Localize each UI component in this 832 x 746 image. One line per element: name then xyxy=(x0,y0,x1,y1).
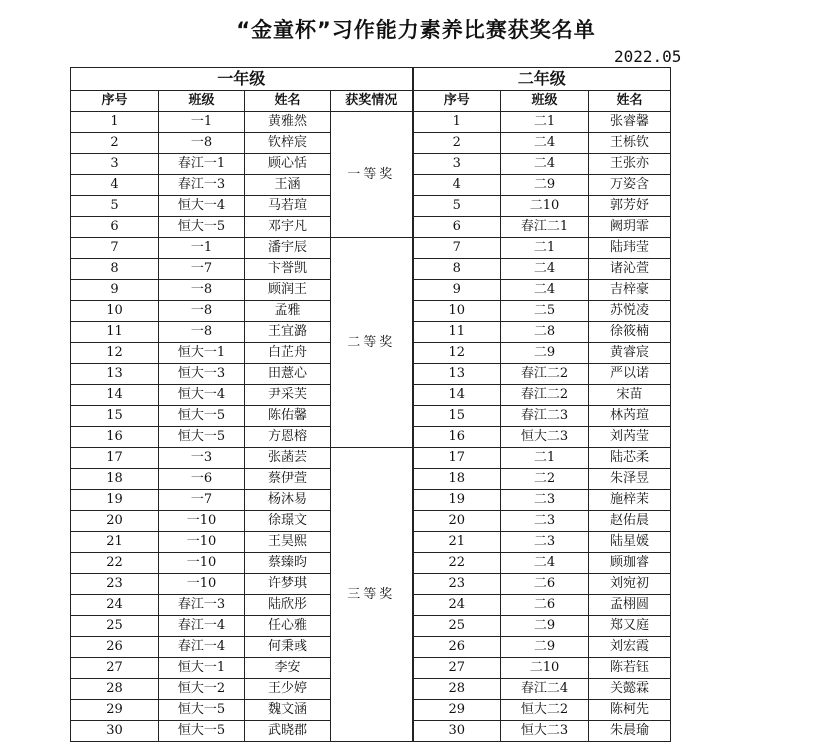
g2-index-cell: 20 xyxy=(413,511,501,532)
g1-name-cell: 田薏心 xyxy=(245,364,331,385)
g2-class-cell: 春江二3 xyxy=(501,406,589,427)
g1-index-cell: 14 xyxy=(71,385,159,406)
g2-index-cell: 22 xyxy=(413,553,501,574)
g2-class-cell: 二1 xyxy=(501,112,589,133)
g2-name-cell: 郑又庭 xyxy=(589,616,671,637)
g1-name-cell: 王涵 xyxy=(245,175,331,196)
g1-index-cell: 19 xyxy=(71,490,159,511)
g2-class-cell: 春江二1 xyxy=(501,217,589,238)
g2-class-cell: 二6 xyxy=(501,574,589,595)
g2-index-cell: 14 xyxy=(413,385,501,406)
g1-name-cell: 李安 xyxy=(245,658,331,679)
award-level-cell: 二等奖 xyxy=(331,238,413,448)
g2-index-cell: 28 xyxy=(413,679,501,700)
g1-class-cell: 一10 xyxy=(159,511,245,532)
document-date: 2022.05 xyxy=(614,47,682,66)
g1-class-cell: 一6 xyxy=(159,469,245,490)
g2-class-cell: 二10 xyxy=(501,658,589,679)
g1-name-cell: 杨沐易 xyxy=(245,490,331,511)
g1-index-cell: 28 xyxy=(71,679,159,700)
g1-class-cell: 恒大一4 xyxy=(159,385,245,406)
g2-name-cell: 严以诺 xyxy=(589,364,671,385)
award-level-cell: 三等奖 xyxy=(331,448,413,742)
g2-name-cell: 王张亦 xyxy=(589,154,671,175)
g2-class-cell: 二6 xyxy=(501,595,589,616)
g1-name-cell: 尹采芙 xyxy=(245,385,331,406)
g1-index-cell: 8 xyxy=(71,259,159,280)
g1-name-cell: 陆欣彤 xyxy=(245,595,331,616)
col-header-index: 序号 xyxy=(71,91,159,112)
g1-name-cell: 许梦琪 xyxy=(245,574,331,595)
g2-index-cell: 8 xyxy=(413,259,501,280)
award-table xyxy=(70,67,671,742)
g1-class-cell: 恒大一5 xyxy=(159,721,245,742)
g1-name-cell: 陈佑馨 xyxy=(245,406,331,427)
g1-class-cell: 春江一4 xyxy=(159,616,245,637)
g1-class-cell: 一1 xyxy=(159,238,245,259)
g2-name-cell: 郭芳妤 xyxy=(589,196,671,217)
g1-name-cell: 任心雅 xyxy=(245,616,331,637)
g1-index-cell: 22 xyxy=(71,553,159,574)
g1-class-cell: 一8 xyxy=(159,301,245,322)
g1-name-cell: 黄雅然 xyxy=(245,112,331,133)
g1-name-cell: 孟雅 xyxy=(245,301,331,322)
g1-index-cell: 9 xyxy=(71,280,159,301)
g2-index-cell: 17 xyxy=(413,448,501,469)
grade1-title: 一年级 xyxy=(71,68,413,91)
g2-name-cell: 陆玮莹 xyxy=(589,238,671,259)
g1-name-cell: 蔡伊萱 xyxy=(245,469,331,490)
g2-class-cell: 二9 xyxy=(501,175,589,196)
g2-index-cell: 19 xyxy=(413,490,501,511)
g2-class-cell: 二4 xyxy=(501,553,589,574)
g1-index-cell: 25 xyxy=(71,616,159,637)
g1-class-cell: 恒大一5 xyxy=(159,427,245,448)
g1-index-cell: 3 xyxy=(71,154,159,175)
g1-name-cell: 钦梓宸 xyxy=(245,133,331,154)
g2-name-cell: 苏悦凌 xyxy=(589,301,671,322)
g2-class-cell: 二3 xyxy=(501,490,589,511)
g1-index-cell: 13 xyxy=(71,364,159,385)
g1-name-cell: 王宜潞 xyxy=(245,322,331,343)
g2-index-cell: 2 xyxy=(413,133,501,154)
g1-index-cell: 15 xyxy=(71,406,159,427)
g1-class-cell: 恒大一1 xyxy=(159,658,245,679)
g1-name-cell: 邓宇凡 xyxy=(245,217,331,238)
table-row xyxy=(71,238,671,259)
g1-index-cell: 21 xyxy=(71,532,159,553)
g2-index-cell: 4 xyxy=(413,175,501,196)
g1-index-cell: 6 xyxy=(71,217,159,238)
g1-index-cell: 23 xyxy=(71,574,159,595)
g2-name-cell: 朱晨瑜 xyxy=(589,721,671,742)
g2-class-cell: 二1 xyxy=(501,238,589,259)
g1-index-cell: 11 xyxy=(71,322,159,343)
g1-index-cell: 17 xyxy=(71,448,159,469)
g1-name-cell: 顾心恬 xyxy=(245,154,331,175)
g2-index-cell: 25 xyxy=(413,616,501,637)
g2-class-cell: 二9 xyxy=(501,343,589,364)
g1-index-cell: 24 xyxy=(71,595,159,616)
g1-class-cell: 一8 xyxy=(159,280,245,301)
g1-name-cell: 王昊熙 xyxy=(245,532,331,553)
g1-class-cell: 一10 xyxy=(159,553,245,574)
g2-name-cell: 刘宛初 xyxy=(589,574,671,595)
g2-name-cell: 宋苗 xyxy=(589,385,671,406)
g1-class-cell: 春江一4 xyxy=(159,637,245,658)
g2-index-cell: 23 xyxy=(413,574,501,595)
g2-class-cell: 二8 xyxy=(501,322,589,343)
g2-index-cell: 11 xyxy=(413,322,501,343)
g2-class-cell: 恒大二3 xyxy=(501,721,589,742)
g2-index-cell: 24 xyxy=(413,595,501,616)
col-header-index: 序号 xyxy=(413,91,501,112)
g1-name-cell: 徐璟文 xyxy=(245,511,331,532)
g2-class-cell: 二3 xyxy=(501,532,589,553)
g2-name-cell: 朱泽昱 xyxy=(589,469,671,490)
g1-class-cell: 一8 xyxy=(159,322,245,343)
g2-name-cell: 施梓茉 xyxy=(589,490,671,511)
g2-index-cell: 29 xyxy=(413,700,501,721)
g1-class-cell: 一3 xyxy=(159,448,245,469)
g1-index-cell: 12 xyxy=(71,343,159,364)
g2-index-cell: 6 xyxy=(413,217,501,238)
g2-class-cell: 二10 xyxy=(501,196,589,217)
table-row xyxy=(71,448,671,469)
g2-name-cell: 吉梓豪 xyxy=(589,280,671,301)
g2-name-cell: 陆星媛 xyxy=(589,532,671,553)
col-header-class: 班级 xyxy=(501,91,589,112)
g1-index-cell: 18 xyxy=(71,469,159,490)
g2-index-cell: 13 xyxy=(413,364,501,385)
g1-index-cell: 10 xyxy=(71,301,159,322)
g1-class-cell: 恒大一2 xyxy=(159,679,245,700)
g2-class-cell: 二4 xyxy=(501,133,589,154)
g2-index-cell: 26 xyxy=(413,637,501,658)
g1-class-cell: 恒大一1 xyxy=(159,343,245,364)
g1-name-cell: 潘宇辰 xyxy=(245,238,331,259)
g2-index-cell: 21 xyxy=(413,532,501,553)
g2-name-cell: 万姿含 xyxy=(589,175,671,196)
g2-class-cell: 春江二2 xyxy=(501,385,589,406)
g2-class-cell: 二9 xyxy=(501,616,589,637)
g2-class-cell: 二4 xyxy=(501,280,589,301)
g2-name-cell: 徐筱楠 xyxy=(589,322,671,343)
g1-class-cell: 恒大一3 xyxy=(159,364,245,385)
g1-class-cell: 春江一3 xyxy=(159,595,245,616)
g2-name-cell: 陆芯柔 xyxy=(589,448,671,469)
g1-index-cell: 1 xyxy=(71,112,159,133)
g2-index-cell: 1 xyxy=(413,112,501,133)
g1-index-cell: 7 xyxy=(71,238,159,259)
g1-name-cell: 武晓郡 xyxy=(245,721,331,742)
page-title: “金童杯”习作能力素养比赛获奖名单 xyxy=(236,18,596,42)
g2-class-cell: 二2 xyxy=(501,469,589,490)
col-header-award: 获奖情况 xyxy=(331,91,413,112)
award-level-cell: 一等奖 xyxy=(331,112,413,238)
g2-class-cell: 二5 xyxy=(501,301,589,322)
g2-class-cell: 二4 xyxy=(501,154,589,175)
g1-index-cell: 2 xyxy=(71,133,159,154)
g2-class-cell: 春江二4 xyxy=(501,679,589,700)
g1-class-cell: 一10 xyxy=(159,532,245,553)
grade2-title: 二年级 xyxy=(413,68,671,91)
g1-index-cell: 4 xyxy=(71,175,159,196)
g1-index-cell: 30 xyxy=(71,721,159,742)
g2-name-cell: 刘宏霞 xyxy=(589,637,671,658)
g2-class-cell: 二4 xyxy=(501,259,589,280)
g1-name-cell: 张菡芸 xyxy=(245,448,331,469)
g1-index-cell: 27 xyxy=(71,658,159,679)
g2-name-cell: 关懿霖 xyxy=(589,679,671,700)
g2-name-cell: 顾珈睿 xyxy=(589,553,671,574)
g2-index-cell: 3 xyxy=(413,154,501,175)
col-header-class: 班级 xyxy=(159,91,245,112)
g2-index-cell: 30 xyxy=(413,721,501,742)
g1-class-cell: 一8 xyxy=(159,133,245,154)
g1-name-cell: 何秉彧 xyxy=(245,637,331,658)
g1-name-cell: 顾润王 xyxy=(245,280,331,301)
g1-class-cell: 一1 xyxy=(159,112,245,133)
g2-index-cell: 9 xyxy=(413,280,501,301)
g1-name-cell: 魏文涵 xyxy=(245,700,331,721)
g1-class-cell: 春江一1 xyxy=(159,154,245,175)
g1-index-cell: 20 xyxy=(71,511,159,532)
g1-class-cell: 恒大一5 xyxy=(159,406,245,427)
g2-name-cell: 诸沁萱 xyxy=(589,259,671,280)
g2-name-cell: 王栎钦 xyxy=(589,133,671,154)
g2-name-cell: 刘芮莹 xyxy=(589,427,671,448)
g1-class-cell: 一10 xyxy=(159,574,245,595)
g1-index-cell: 16 xyxy=(71,427,159,448)
g1-class-cell: 恒大一4 xyxy=(159,196,245,217)
g2-name-cell: 张睿馨 xyxy=(589,112,671,133)
g1-name-cell: 卞誉凯 xyxy=(245,259,331,280)
g1-class-cell: 恒大一5 xyxy=(159,217,245,238)
g2-index-cell: 16 xyxy=(413,427,501,448)
grade-header-row xyxy=(71,68,671,91)
g2-name-cell: 陈柯先 xyxy=(589,700,671,721)
g1-class-cell: 春江一3 xyxy=(159,175,245,196)
g1-class-cell: 一7 xyxy=(159,259,245,280)
g2-name-cell: 陈若钰 xyxy=(589,658,671,679)
g1-index-cell: 5 xyxy=(71,196,159,217)
g2-class-cell: 恒大二2 xyxy=(501,700,589,721)
col-header-name: 姓名 xyxy=(245,91,331,112)
g1-index-cell: 29 xyxy=(71,700,159,721)
g2-class-cell: 二3 xyxy=(501,511,589,532)
g1-name-cell: 蔡臻昀 xyxy=(245,553,331,574)
col-header-name: 姓名 xyxy=(589,91,671,112)
g1-index-cell: 26 xyxy=(71,637,159,658)
table-row xyxy=(71,112,671,133)
g1-class-cell: 一7 xyxy=(159,490,245,511)
g1-name-cell: 白芷舟 xyxy=(245,343,331,364)
g2-class-cell: 二1 xyxy=(501,448,589,469)
g2-index-cell: 12 xyxy=(413,343,501,364)
g2-class-cell: 二9 xyxy=(501,637,589,658)
g2-name-cell: 赵佑晨 xyxy=(589,511,671,532)
g2-index-cell: 15 xyxy=(413,406,501,427)
g2-name-cell: 林芮瑄 xyxy=(589,406,671,427)
g2-index-cell: 18 xyxy=(413,469,501,490)
g1-class-cell: 恒大一5 xyxy=(159,700,245,721)
g2-name-cell: 阙玥霏 xyxy=(589,217,671,238)
g2-class-cell: 恒大二3 xyxy=(501,427,589,448)
g1-name-cell: 方恩榕 xyxy=(245,427,331,448)
g2-name-cell: 黄睿宸 xyxy=(589,343,671,364)
g2-name-cell: 孟栩圆 xyxy=(589,595,671,616)
g2-index-cell: 5 xyxy=(413,196,501,217)
g2-index-cell: 7 xyxy=(413,238,501,259)
g2-index-cell: 27 xyxy=(413,658,501,679)
g1-name-cell: 马若瑄 xyxy=(245,196,331,217)
column-header-row xyxy=(71,91,671,112)
g1-name-cell: 王少婷 xyxy=(245,679,331,700)
g2-index-cell: 10 xyxy=(413,301,501,322)
g2-class-cell: 春江二2 xyxy=(501,364,589,385)
